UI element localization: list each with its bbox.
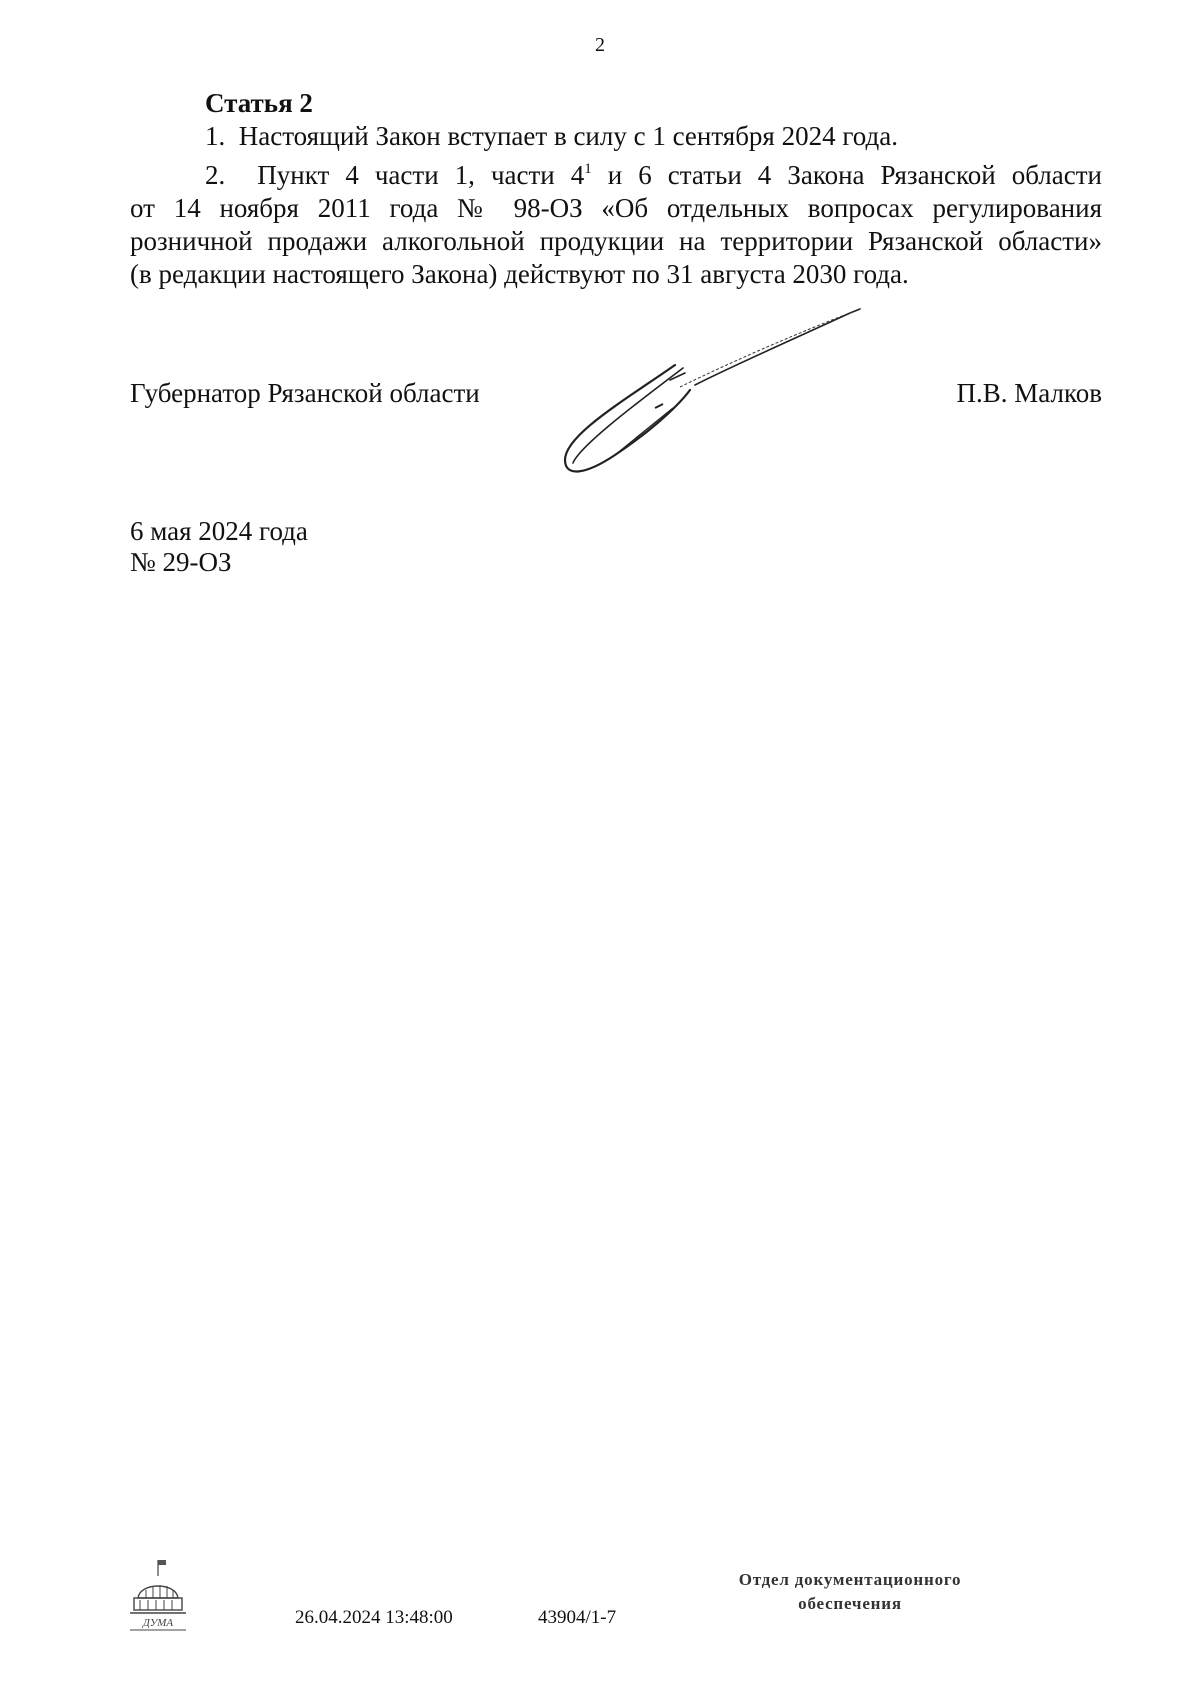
article-item-1: 1. Настоящий Закон вступает в силу с 1 сентября 2024 года. — [205, 121, 898, 151]
logo-text: ДУМА — [142, 1617, 174, 1629]
article-title: Статья 2 — [205, 88, 313, 118]
handwritten-signature — [555, 305, 900, 485]
superscript: 1 — [584, 161, 592, 177]
article-item-2-line-3: розничной продажи алкогольной продукции на территории Рязанской области» — [130, 226, 1102, 256]
duma-logo-icon — [126, 1558, 194, 1632]
law-number: № 29-ОЗ — [130, 547, 232, 577]
footer-department-line-1: Отдел документационного — [738, 1570, 962, 1589]
article-item-2 — [130, 153, 1102, 291]
article-item-2-line-4: (в редакции настоящего Закона) действуют по 31 августа 2030 года. — [130, 259, 909, 289]
article-item-2-text-a: 2. Пункт 4 части 1, части 4 — [205, 160, 585, 190]
signatory-name: П.В. Малков — [956, 378, 1102, 408]
footer-timestamp: 26.04.2024 13:48:00 — [295, 1607, 453, 1628]
signing-date: 6 мая 2024 года — [130, 516, 308, 546]
footer-department-line-2: обеспечения — [798, 1594, 902, 1613]
article-item-2-line-2: от 14 ноября 2011 года № 98-ОЗ «Об отдельных вопросах регулирования — [130, 193, 1102, 223]
signatory-title: Губернатор Рязанской области — [130, 378, 480, 408]
article-item-2-text-b: и 6 статьи 4 Закона Рязанской области — [591, 160, 1102, 190]
footer-department-stamp — [705, 1568, 995, 1616]
footer-registration-number: 43904/1-7 — [538, 1607, 617, 1628]
article-item-2-line-1 — [130, 153, 1102, 192]
page-number: 2 — [595, 34, 605, 56]
